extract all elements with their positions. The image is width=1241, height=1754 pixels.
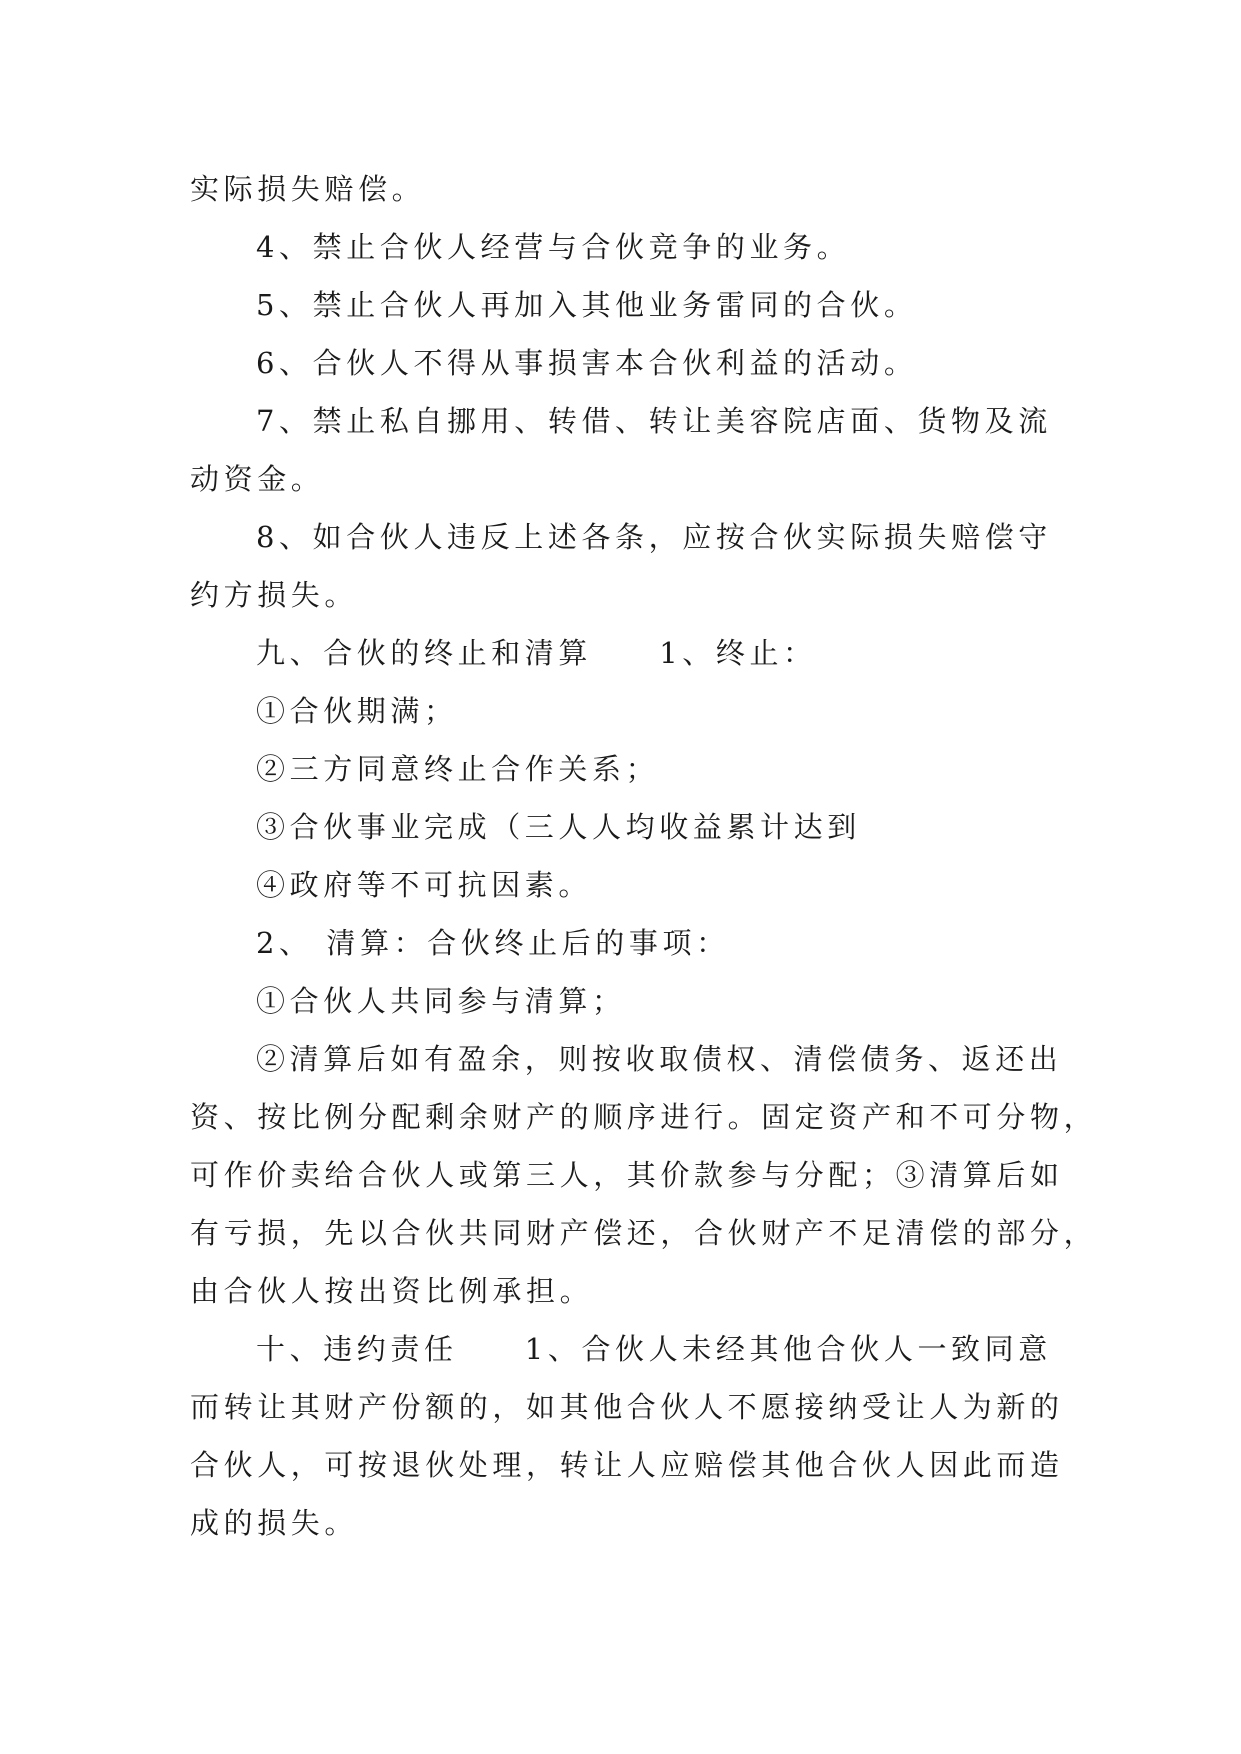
text-line: 动资金。 xyxy=(190,462,325,496)
text-line: 可作价卖给合伙人或第三人，其价款参与分配；③清算后如 xyxy=(190,1158,1064,1192)
text-line: 约方损失。 xyxy=(190,578,359,612)
text-line: 2、 清算：合伙终止后的事项： xyxy=(256,926,730,960)
text-line: ④政府等不可抗因素。 xyxy=(256,868,593,902)
text-line: 合伙人，可按退伙处理，转让人应赔偿其他合伙人因此而造 xyxy=(190,1448,1064,1482)
text-line: 而转让其财产份额的，如其他合伙人不愿接纳受让人为新的 xyxy=(190,1390,1064,1424)
text-line: 6、合伙人不得从事损害本合伙利益的活动。 xyxy=(256,346,918,380)
text-line: ③合伙事业完成（三人人均收益累计达到 xyxy=(256,810,861,844)
text-line: 实际损失赔偿。 xyxy=(190,172,426,206)
text-line: 由合伙人按出资比例承担。 xyxy=(190,1274,594,1308)
text-line: 5、禁止合伙人再加入其他业务雷同的合伙。 xyxy=(256,288,918,322)
section-heading-line: 九、合伙的终止和清算 1、终止： xyxy=(256,636,817,670)
text-line: 有亏损，先以合伙共同财产偿还，合伙财产不足清偿的部分， xyxy=(190,1216,1098,1250)
text-line: ②清算后如有盈余，则按收取债权、清偿债务、返还出 xyxy=(256,1042,1063,1076)
section-heading-line: 十、违约责任 1、合伙人未经其他合伙人一致同意 xyxy=(256,1332,1052,1366)
text-line: ①合伙期满； xyxy=(256,694,458,728)
text-line: 7、禁止私自挪用、转借、转让美容院店面、货物及流 xyxy=(256,404,1052,438)
text-line: 成的损失。 xyxy=(190,1506,359,1540)
text-line: ①合伙人共同参与清算； xyxy=(256,984,626,1018)
text-line: ②三方同意终止合作关系； xyxy=(256,752,660,786)
text-line: 资、按比例分配剩余财产的顺序进行。固定资产和不可分物， xyxy=(190,1100,1098,1134)
document-body xyxy=(190,160,1098,1552)
text-line: 4、禁止合伙人经营与合伙竞争的业务。 xyxy=(256,230,851,264)
text-line: 8、如合伙人违反上述各条，应按合伙实际损失赔偿守 xyxy=(256,520,1052,554)
